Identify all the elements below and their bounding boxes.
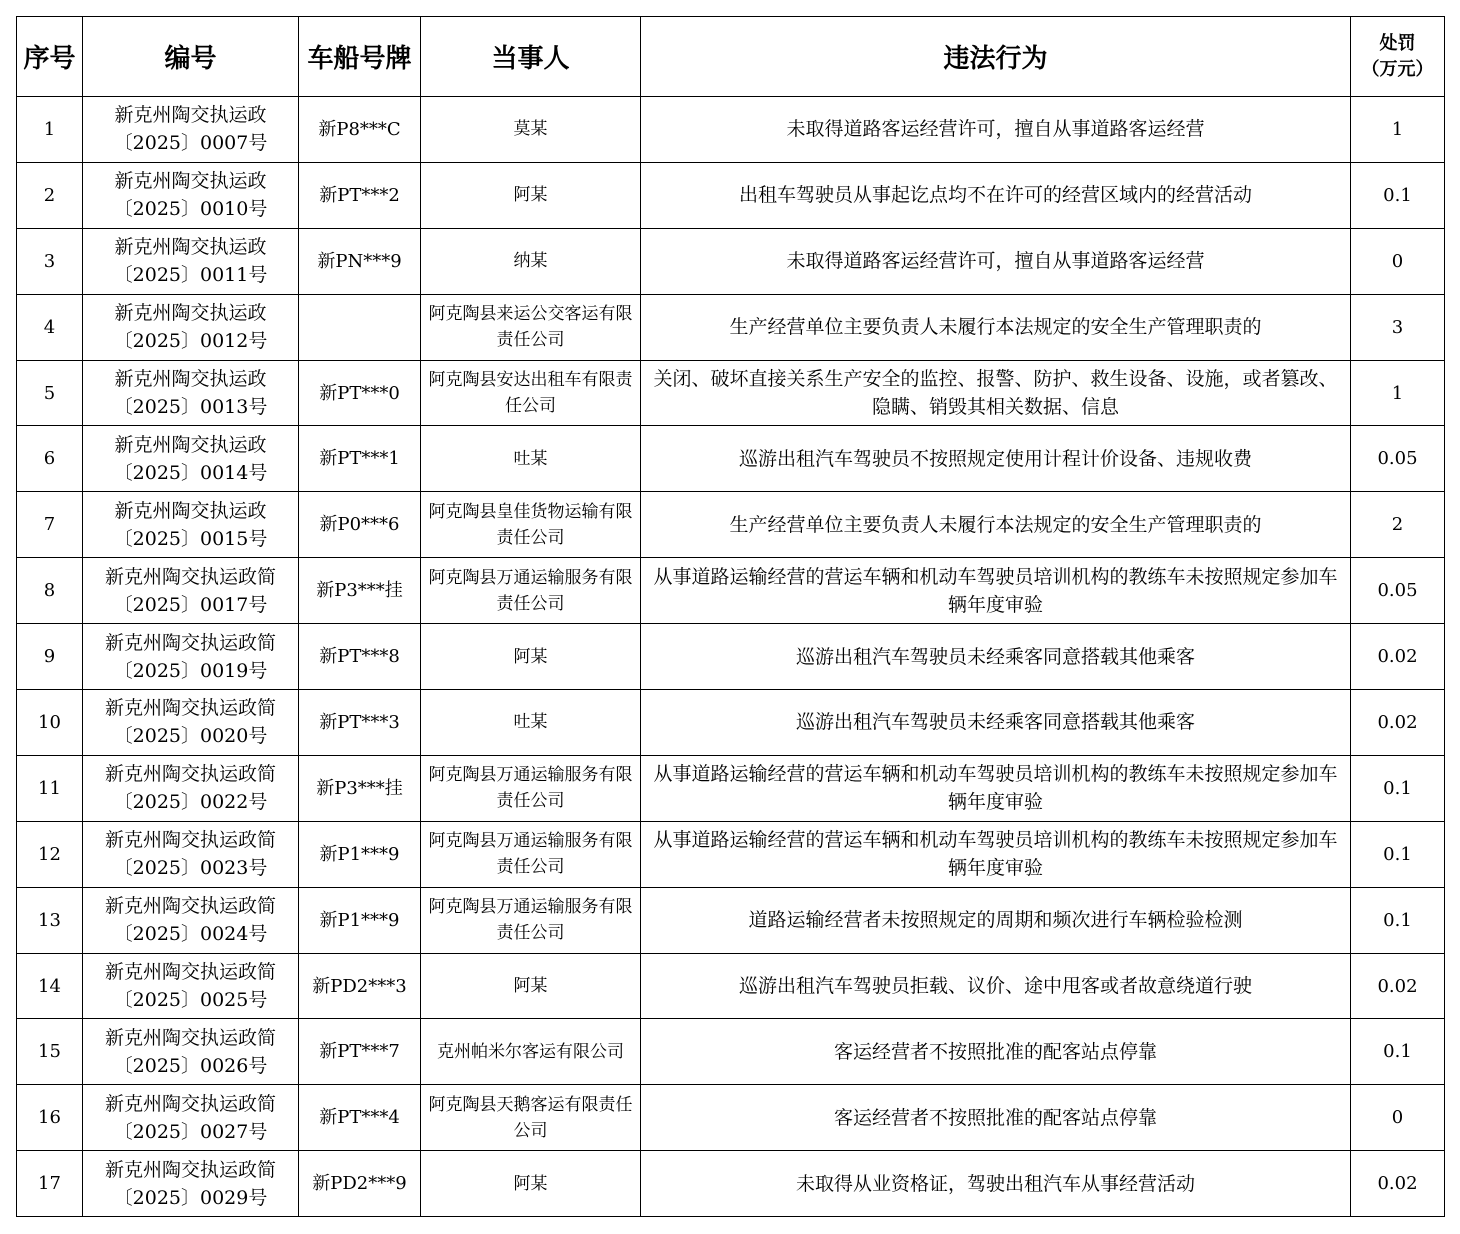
cell-seq: 4: [17, 294, 83, 360]
cell-party: 阿某: [421, 624, 641, 690]
cell-party: 阿克陶县万通运输服务有限责任公司: [421, 821, 641, 887]
cell-code: [83, 821, 299, 887]
cell-party: 克州帕米尔客运有限公司: [421, 1019, 641, 1085]
cell-party: 阿某: [421, 1151, 641, 1217]
cell-violation: 生产经营单位主要负责人未履行本法规定的安全生产管理职责的: [641, 492, 1351, 558]
cell-code-line2: 〔2025〕0014号: [113, 461, 268, 484]
cell-violation: 巡游出租汽车驾驶员拒载、议价、途中甩客或者故意绕道行驶: [641, 953, 1351, 1019]
cell-code-line1: 新克州陶交执运政简: [104, 631, 276, 654]
cell-plate: 新P3***挂: [299, 755, 421, 821]
cell-code: [83, 97, 299, 163]
cell-code-line2: 〔2025〕0029号: [113, 1186, 268, 1209]
cell-code-line2: 〔2025〕0015号: [113, 527, 268, 550]
cell-violation: 未取得道路客运经营许可，擅自从事道路客运经营: [641, 97, 1351, 163]
cell-code-line1: 新克州陶交执运政: [114, 170, 267, 193]
cell-plate: 新PT***7: [299, 1019, 421, 1085]
cell-penalty: 0.1: [1351, 887, 1445, 953]
cell-party: 吐某: [421, 426, 641, 492]
cell-code-line2: 〔2025〕0020号: [113, 725, 268, 748]
cell-penalty: 0.1: [1351, 821, 1445, 887]
cell-violation: 巡游出租汽车驾驶员未经乘客同意搭载其他乘客: [641, 690, 1351, 756]
cell-code: [83, 558, 299, 624]
cell-violation: 生产经营单位主要负责人未履行本法规定的安全生产管理职责的: [641, 294, 1351, 360]
table-row: [17, 624, 1445, 690]
header-code: 编号: [83, 17, 299, 97]
cell-violation: 客运经营者不按照批准的配客站点停靠: [641, 1019, 1351, 1085]
table-row: [17, 492, 1445, 558]
cell-party: 阿克陶县天鹅客运有限责任公司: [421, 1085, 641, 1151]
cell-code-line1: 新克州陶交执运政: [114, 236, 267, 259]
cell-seq: 14: [17, 953, 83, 1019]
cell-seq: 1: [17, 97, 83, 163]
cell-seq: 16: [17, 1085, 83, 1151]
cell-party: 吐某: [421, 690, 641, 756]
cell-code-line2: 〔2025〕0027号: [113, 1120, 268, 1143]
cell-seq: 9: [17, 624, 83, 690]
cell-party: 阿某: [421, 162, 641, 228]
cell-code-line1: 新克州陶交执运政简: [104, 697, 276, 720]
cell-party: 阿某: [421, 953, 641, 1019]
table-row: [17, 821, 1445, 887]
cell-party: 阿克陶县万通运输服务有限责任公司: [421, 887, 641, 953]
cell-seq: 17: [17, 1151, 83, 1217]
cell-code: [83, 228, 299, 294]
cell-code-line1: 新克州陶交执运政简: [104, 961, 276, 984]
cell-penalty: 0: [1351, 1085, 1445, 1151]
cell-code-line1: 新克州陶交执运政简: [104, 895, 276, 918]
cell-violation: 客运经营者不按照批准的配客站点停靠: [641, 1085, 1351, 1151]
cell-plate: 新PT***1: [299, 426, 421, 492]
cell-penalty: 2: [1351, 492, 1445, 558]
cell-seq: 8: [17, 558, 83, 624]
cell-code: [83, 1151, 299, 1217]
cell-penalty: 0.1: [1351, 1019, 1445, 1085]
cell-violation: 巡游出租汽车驾驶员未经乘客同意搭载其他乘客: [641, 624, 1351, 690]
cell-seq: 5: [17, 360, 83, 426]
cell-violation: 未取得道路客运经营许可，擅自从事道路客运经营: [641, 228, 1351, 294]
cell-seq: 6: [17, 426, 83, 492]
cell-code-line1: 新克州陶交执运政简: [104, 1026, 276, 1049]
cell-code-line1: 新克州陶交执运政: [114, 104, 267, 127]
header-violation: 违法行为: [641, 17, 1351, 97]
cell-code-line1: 新克州陶交执运政: [114, 499, 267, 522]
cell-code-line2: 〔2025〕0025号: [113, 989, 268, 1012]
cell-seq: 12: [17, 821, 83, 887]
cell-code-line2: 〔2025〕0023号: [113, 857, 268, 880]
cell-violation: 道路运输经营者未按照规定的周期和频次进行车辆检验检测: [641, 887, 1351, 953]
cell-code-line1: 新克州陶交执运政简: [104, 565, 276, 588]
table-row: [17, 162, 1445, 228]
cell-code-line2: 〔2025〕0022号: [113, 791, 268, 814]
cell-plate: 新P3***挂: [299, 558, 421, 624]
table-row: [17, 1019, 1445, 1085]
cell-penalty: 0: [1351, 228, 1445, 294]
cell-code-line2: 〔2025〕0007号: [113, 132, 268, 155]
cell-code: [83, 690, 299, 756]
cell-violation: 巡游出租汽车驾驶员不按照规定使用计程计价设备、违规收费: [641, 426, 1351, 492]
cell-plate: 新PT***0: [299, 360, 421, 426]
table-row: [17, 755, 1445, 821]
cell-plate: [299, 294, 421, 360]
cell-code: [83, 426, 299, 492]
cell-plate: 新PT***8: [299, 624, 421, 690]
cell-penalty: 0.1: [1351, 162, 1445, 228]
cell-code: [83, 887, 299, 953]
header-penalty-line2: （万元）: [1361, 58, 1434, 80]
cell-penalty: 0.1: [1351, 755, 1445, 821]
cell-penalty: 0.02: [1351, 953, 1445, 1019]
header-seq: 序号: [17, 17, 83, 97]
cell-plate: 新PT***4: [299, 1085, 421, 1151]
cell-code-line1: 新克州陶交执运政简: [104, 829, 276, 852]
header-row: [17, 17, 1445, 97]
cell-violation: 从事道路运输经营的营运车辆和机动车驾驶员培训机构的教练车未按照规定参加车辆年度审验: [641, 755, 1351, 821]
cell-penalty: 1: [1351, 360, 1445, 426]
cell-seq: 11: [17, 755, 83, 821]
cell-code-line2: 〔2025〕0013号: [113, 396, 268, 418]
cell-code-line1: 新克州陶交执运政简: [104, 1158, 276, 1181]
cell-penalty: 0.05: [1351, 558, 1445, 624]
cell-seq: 13: [17, 887, 83, 953]
cell-code: [83, 162, 299, 228]
cell-penalty: 0.02: [1351, 624, 1445, 690]
cell-violation: 出租车驾驶员从事起讫点均不在许可的经营区域内的经营活动: [641, 162, 1351, 228]
cell-seq: 7: [17, 492, 83, 558]
cell-code: [83, 953, 299, 1019]
cell-plate: 新PT***3: [299, 690, 421, 756]
cell-code-line1: 新克州陶交执运政: [114, 302, 267, 325]
header-party: 当事人: [421, 17, 641, 97]
cell-plate: 新PD2***3: [299, 953, 421, 1019]
cell-code-line2: 〔2025〕0017号: [113, 593, 268, 616]
table-row: [17, 228, 1445, 294]
cell-code: [83, 1085, 299, 1151]
table-row: [17, 294, 1445, 360]
cell-violation: 关闭、破坏直接关系生产安全的监控、报警、防护、救生设备、设施，或者篡改、隐瞒、销毁其相关数据、信息: [641, 360, 1351, 426]
cell-penalty: 0.02: [1351, 1151, 1445, 1217]
cell-code-line2: 〔2025〕0026号: [113, 1054, 268, 1077]
table-row: [17, 953, 1445, 1019]
cell-code: [83, 1019, 299, 1085]
cell-code: [83, 624, 299, 690]
cell-code: [83, 492, 299, 558]
table-row: [17, 690, 1445, 756]
cell-party: 阿克陶县来运公交客运有限责任公司: [421, 294, 641, 360]
cell-violation: 未取得从业资格证，驾驶出租汽车从事经营活动: [641, 1151, 1351, 1217]
cell-plate: 新P1***9: [299, 821, 421, 887]
cell-code-line1: 新克州陶交执运政: [114, 368, 267, 390]
cell-party: 阿克陶县安达出租车有限责任公司: [421, 360, 641, 426]
cell-plate: 新P8***C: [299, 97, 421, 163]
cell-seq: 3: [17, 228, 83, 294]
cell-code-line2: 〔2025〕0011号: [113, 264, 268, 287]
cell-code-line1: 新克州陶交执运政简: [104, 763, 276, 786]
cell-penalty: 0.05: [1351, 426, 1445, 492]
cell-plate: 新P1***9: [299, 887, 421, 953]
cell-plate: 新PN***9: [299, 228, 421, 294]
cell-violation: 从事道路运输经营的营运车辆和机动车驾驶员培训机构的教练车未按照规定参加车辆年度审验: [641, 821, 1351, 887]
table-row: [17, 887, 1445, 953]
cell-penalty: 0.02: [1351, 690, 1445, 756]
cell-code-line1: 新克州陶交执运政: [114, 433, 267, 456]
cell-penalty: 3: [1351, 294, 1445, 360]
cell-seq: 15: [17, 1019, 83, 1085]
table-row: [17, 1085, 1445, 1151]
cell-code: [83, 755, 299, 821]
cell-party: 阿克陶县万通运输服务有限责任公司: [421, 755, 641, 821]
cell-party: 纳某: [421, 228, 641, 294]
header-penalty: [1351, 17, 1445, 97]
cell-penalty: 1: [1351, 97, 1445, 163]
header-plate: 车船号牌: [299, 17, 421, 97]
cell-code: [83, 294, 299, 360]
cell-plate: 新PT***2: [299, 162, 421, 228]
cell-party: 阿克陶县皇佳货物运输有限责任公司: [421, 492, 641, 558]
cell-code-line2: 〔2025〕0024号: [113, 923, 268, 946]
table-row: [17, 1151, 1445, 1217]
table-row: [17, 558, 1445, 624]
cell-seq: 10: [17, 690, 83, 756]
cell-plate: 新PD2***9: [299, 1151, 421, 1217]
cell-code-line2: 〔2025〕0010号: [113, 198, 268, 221]
table-row: [17, 97, 1445, 163]
cell-party: 阿克陶县万通运输服务有限责任公司: [421, 558, 641, 624]
cell-code: [83, 360, 299, 426]
cell-violation: 从事道路运输经营的营运车辆和机动车驾驶员培训机构的教练车未按照规定参加车辆年度审验: [641, 558, 1351, 624]
cell-seq: 2: [17, 162, 83, 228]
table-row: [17, 360, 1445, 426]
table-row: [17, 426, 1445, 492]
header-penalty-line1: 处罚: [1379, 32, 1416, 54]
cell-code-line2: 〔2025〕0012号: [113, 330, 268, 353]
cell-code-line2: 〔2025〕0019号: [113, 659, 268, 682]
cell-party: 莫某: [421, 97, 641, 163]
cell-code-line1: 新克州陶交执运政简: [104, 1092, 276, 1115]
cell-plate: 新P0***6: [299, 492, 421, 558]
penalty-table: [16, 16, 1445, 1217]
